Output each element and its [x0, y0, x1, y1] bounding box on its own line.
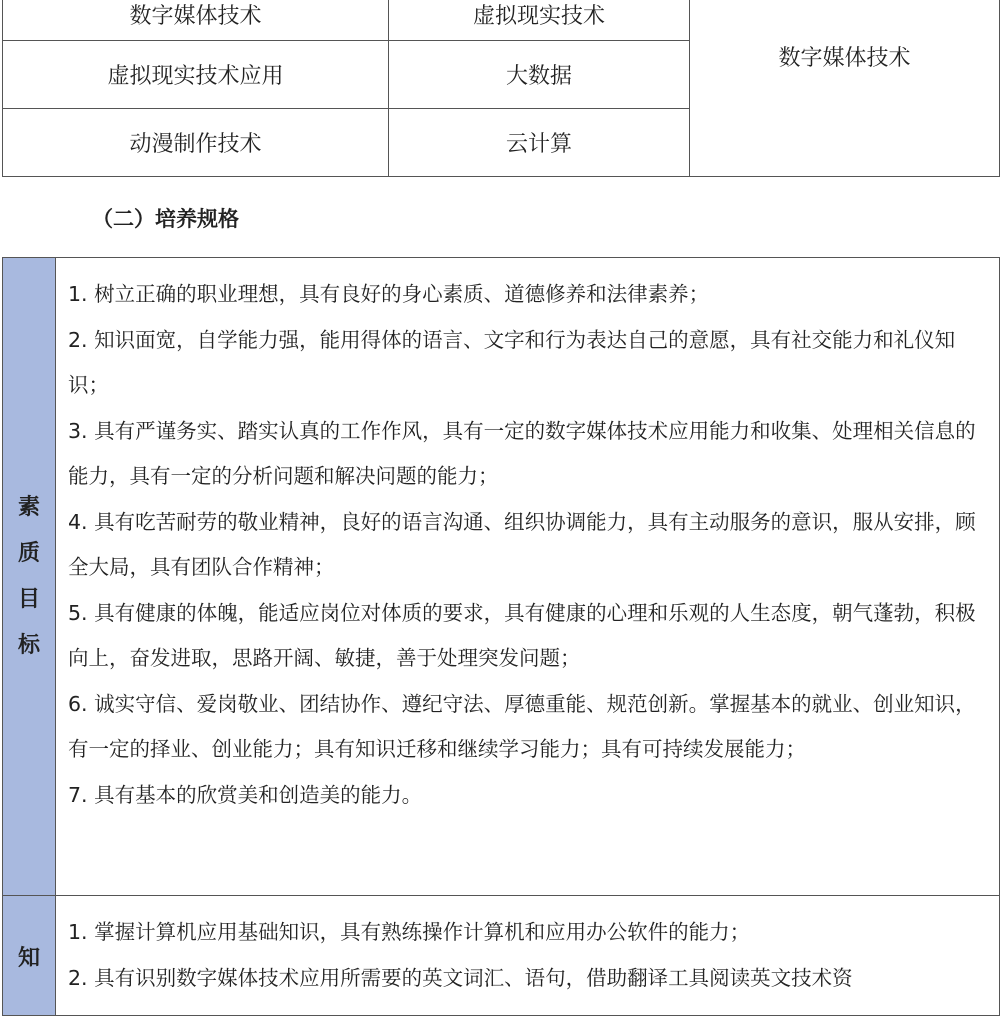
section-heading: （二）培养规格 — [92, 207, 239, 231]
goal-item: 2. 具有识别数字媒体技术应用所需要的英文词汇、语句，借助翻译工具阅读英文技术资 — [68, 965, 853, 990]
table-cell: 动漫制作技术 — [3, 109, 389, 177]
goal-item: 2. 知识面宽，自学能力强，能用得体的语言、文字和行为表达自己的意愿，具有社交能力和礼仪知识； — [68, 327, 956, 397]
goal-item: 5. 具有健康的体魄，能适应岗位对体质的要求，具有健康的心理和乐观的人生态度，朝气蓬勃，积极向上，奋发进取，思路开阔、敏捷，善于处理突发问题； — [68, 600, 976, 670]
goal-item: 1. 树立正确的职业理想，具有良好的身心素质、道德修养和法律素养； — [68, 282, 710, 306]
specification-table — [2, 257, 1000, 1016]
label-char: 素 — [17, 494, 40, 520]
table-cell: 虚拟现实技术 — [389, 0, 690, 41]
knowledge-goals-content — [56, 896, 1000, 1016]
goal-item: 3. 具有严谨务实、踏实认真的工作作风，具有一定的数字媒体技术应用能力和收集、处理相关信息的能力，具有一定的分析问题和解决问题的能力； — [68, 418, 976, 488]
label-char: 知 — [17, 946, 40, 971]
quality-goals-content — [56, 258, 1000, 896]
knowledge-goals-label — [3, 896, 56, 1016]
goal-item: 6. 诚实守信、爱岗敬业、团结协作、遵纪守法、厚德重能、规范创新。掌握基本的就业、创业知识，有一定的择业、创业能力；具有知识迁移和继续学习能力；具有可持续发展能力； — [68, 691, 976, 761]
table-row — [3, 0, 1000, 41]
quality-goals-row — [3, 258, 1000, 896]
table-cell: 云计算 — [389, 109, 690, 177]
table-cell: 大数据 — [389, 41, 690, 109]
goal-item: 7. 具有基本的欣赏美和创造美的能力。 — [68, 782, 423, 807]
label-char: 目 — [17, 586, 40, 612]
merged-table-cell: 数字媒体技术 — [690, 0, 1000, 177]
table-cell: 虚拟现实技术应用 — [3, 41, 389, 109]
label-char: 质 — [17, 540, 40, 566]
quality-goals-label — [3, 258, 56, 896]
goal-item: 1. 掌握计算机应用基础知识，具有熟练操作计算机和应用办公软件的能力； — [68, 920, 751, 944]
program-table — [2, 0, 1000, 177]
goal-item: 4. 具有吃苦耐劳的敬业精神，良好的语言沟通、组织协调能力，具有主动服务的意识，服从安排，顾全大局，具有团队合作精神； — [68, 509, 976, 579]
knowledge-goals-row — [3, 896, 1000, 1016]
label-char: 标 — [17, 632, 40, 658]
table-cell: 数字媒体技术 — [3, 0, 389, 41]
